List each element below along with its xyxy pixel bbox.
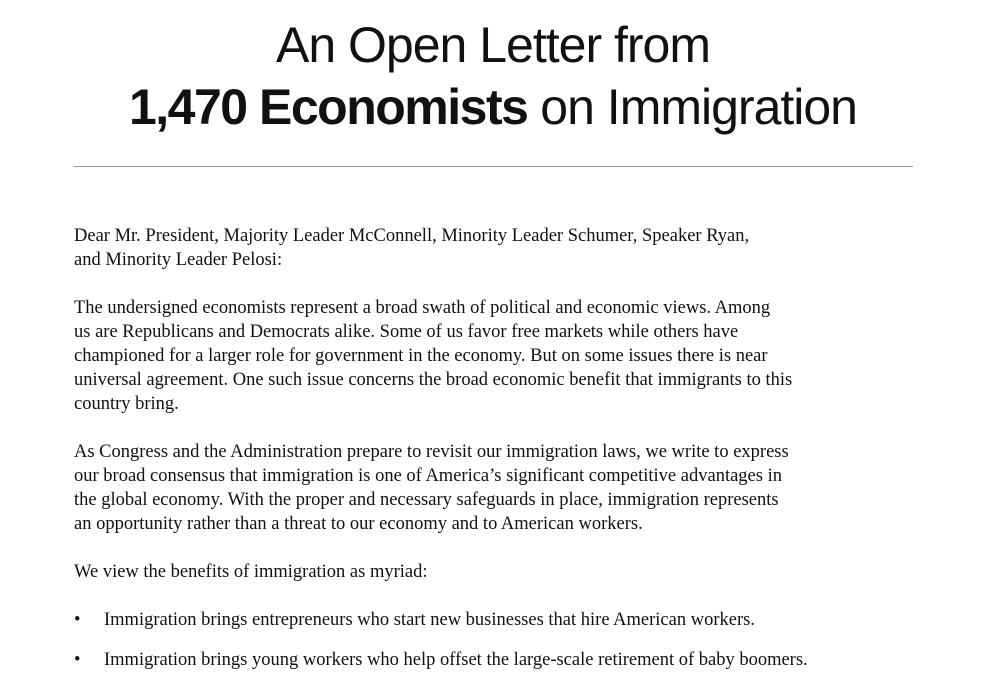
title-divider	[74, 166, 913, 167]
title-economists-count: 1,470 Economists	[128, 79, 528, 135]
paragraph-line: the global economy. With the proper and necessary safeguards in place, immigration represents	[74, 490, 779, 510]
list-item	[74, 608, 934, 632]
paragraph-line: country bring.	[74, 394, 179, 414]
paragraph-line: We view the benefits of immigration as myriad:	[74, 562, 428, 582]
title-line-1: An Open Letter from	[275, 17, 710, 73]
salutation-line: and Minority Leader Pelosi:	[74, 250, 283, 270]
title-line-2	[0, 76, 986, 138]
paragraph-line: The undersigned economists represent a broad swath of political and economic views. Among	[74, 298, 771, 318]
benefits-list	[74, 608, 934, 672]
paragraph-line: us are Republicans and Democrats alike. Some of us favor free markets while others have	[74, 322, 739, 342]
paragraph-line: an opportunity rather than a threat to our economy and to American workers.	[74, 514, 643, 534]
title-topic: on Immigration	[527, 79, 857, 135]
paragraph-consensus	[74, 440, 934, 536]
paragraph-line: As Congress and the Administration prepare to revisit our immigration laws, we write to express	[74, 442, 789, 462]
paragraph-line: our broad consensus that immigration is one of America’s significant competitive advantages in	[74, 466, 782, 486]
salutation	[74, 224, 934, 272]
letter-body	[74, 224, 934, 688]
list-item	[74, 648, 934, 672]
paragraph-line: universal agreement. One such issue concerns the broad economic benefit that immigrants to this	[74, 370, 793, 390]
paragraph-line: championed for a larger role for government in the economy. But on some issues there is near	[74, 346, 768, 366]
paragraph-benefits-intro	[74, 560, 934, 584]
paragraph-political-views	[74, 296, 934, 416]
list-item-text: Immigration brings young workers who help offset the large-scale retirement of baby boomers.	[104, 650, 808, 670]
bullet-icon: •	[74, 610, 81, 630]
letter-title	[0, 14, 986, 138]
salutation-line: Dear Mr. President, Majority Leader McConnell, Minority Leader Schumer, Speaker Ryan,	[74, 226, 750, 246]
bullet-icon: •	[74, 650, 81, 670]
list-item-text: Immigration brings entrepreneurs who start new businesses that hire American workers.	[104, 610, 755, 630]
